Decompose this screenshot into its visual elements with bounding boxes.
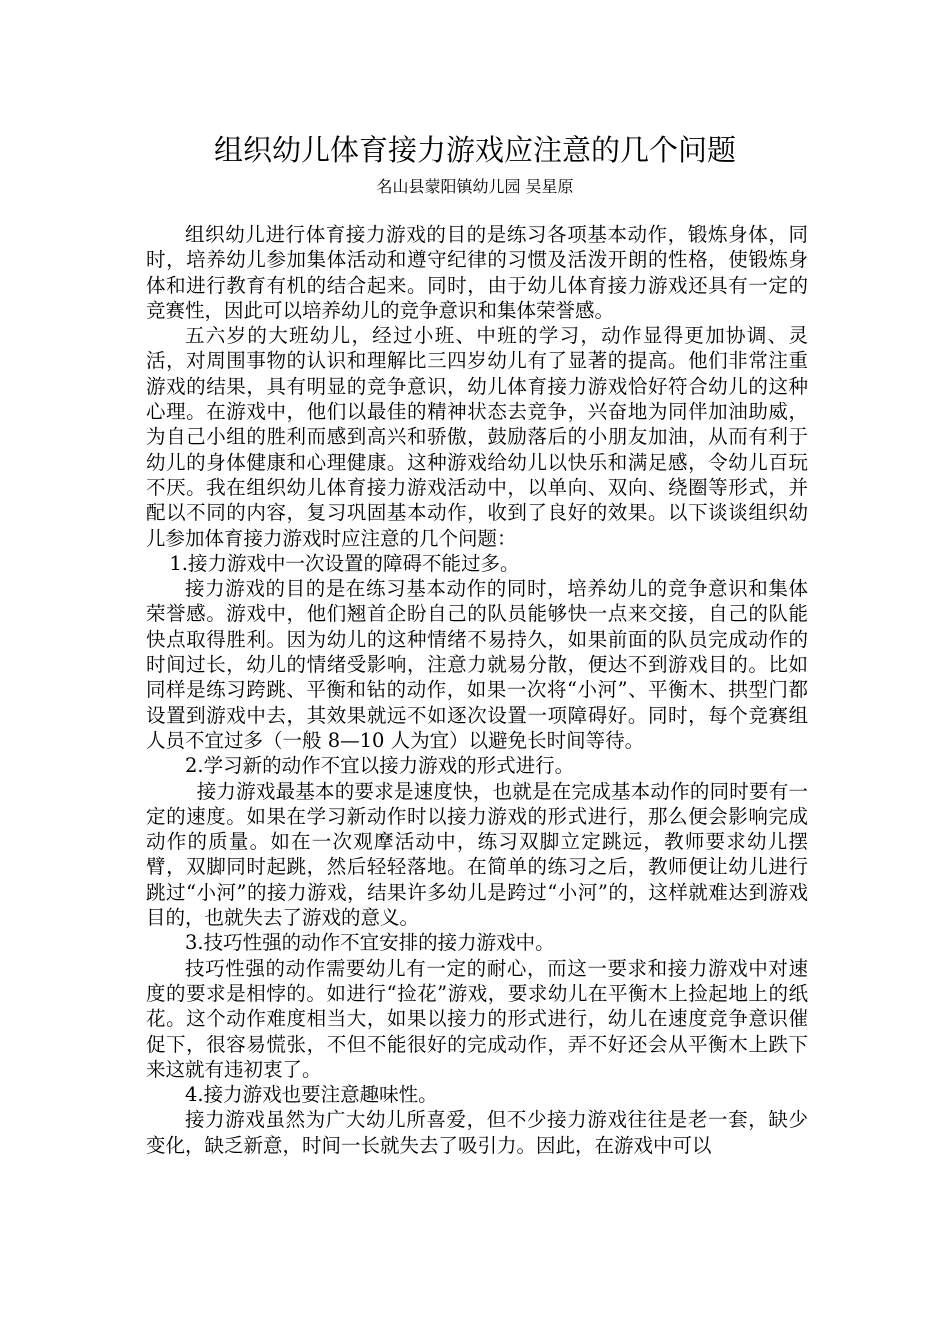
paragraph-background: 五六岁的大班幼儿，经过小班、中班的学习，动作显得更加协调、灵活，对周围事物的认识和理解比三四岁幼儿有了显著的提高。他们非常注重游戏的结果，具有明显的竞争意识，幼儿体育接力游戏恰好符合幼儿的这种心理。在游戏中，他们以最佳的精神状态去竞争，兴奋地为同伴加油助威，为自己小组的胜利而感到高兴和骄傲，鼓励落后的小朋友加油，从而有利于幼儿的身体健康和心理健康。这种游戏给幼儿以快乐和满足感，令幼儿百玩不厌。我在组织幼儿体育接力游戏活动中，以单向、双向、绕圈等形式，并配以不同的内容，复习巩固基本动作，收到了良好的效果。以下谈谈组织幼儿参加体育接力游戏时应注意的几个问题：: [146, 324, 808, 550]
paragraph-section-3: 技巧性强的动作需要幼儿有一定的耐心，而这一要求和接力游戏中对速度的要求是相悖的。如进行“捡花”游戏，要求幼儿在平衡木上捡起地上的纸花。这个动作难度相当大，如果以接力的形式进行，幼儿在速度竞争意识催促下，很容易慌张，不但不能很好的完成动作，弄不好还会从平衡木上跌下来这就有违初衷了。: [146, 956, 808, 1081]
author-byline: 名山县蒙阳镇幼儿园 吴星原: [376, 177, 574, 196]
section-heading-1: 1.接力游戏中一次设置的障碍不能过多。: [169, 551, 520, 575]
paragraph-section-2: 接力游戏最基本的要求是速度快，也就是在完成基本动作的同时要有一定的速度。如果在学习新动作时以接力游戏的形式进行，那么便会影响完成动作的质量。如在一次观摩活动中，练习双脚立定跳远，教师要求幼儿摆臂，双脚同时起跳，然后轻轻落地。在简单的练习之后，教师便让幼儿进行跳过“小河”的接力游戏，结果许多幼儿是跨过“小河”的，这样就难达到游戏目的，也就失去了游戏的意义。: [146, 779, 808, 930]
paragraph-section-4: 接力游戏虽然为广大幼儿所喜爱，但不少接力游戏往往是老一套，缺少变化，缺乏新意，时间一长就失去了吸引力。因此，在游戏中可以: [146, 1108, 808, 1157]
document-body: [146, 222, 808, 1158]
paragraph-intro: 组织幼儿进行体育接力游戏的目的是练习各项基本动作，锻炼身体，同时，培养幼儿参加集体活动和遵守纪律的习惯及活泼开朗的性格，使锻炼身体和进行教育有机的结合起来。同时，由于幼儿体育接力游戏还具有一定的竞赛性，因此可以培养幼儿的竞争意识和集体荣誉感。: [146, 223, 808, 322]
section-heading-2: 2.学习新的动作不宜以接力游戏的形式进行。: [185, 754, 575, 778]
document-title: 组织幼儿体育接力游戏应注意的几个问题: [213, 133, 736, 167]
section-heading-4: 4.接力游戏也要注意趣味性。: [185, 1083, 438, 1107]
section-heading-3: 3.技巧性强的动作不宜安排的接力游戏中。: [185, 931, 555, 955]
paragraph-section-1: 接力游戏的目的是在练习基本动作的同时，培养幼儿的竞争意识和集体荣誉感。游戏中，他们翘首企盼自己的队员能够快一点来交接，自己的队能快点取得胜利。因为幼儿的这种情绪不易持久，如果前面的队员完成动作的时间过长，幼儿的情绪受影响，注意力就易分散，便达不到游戏目的。比如同样是练习跨跳、平衡和钻的动作，如果一次将“小河”、平衡木、拱型门都设置到游戏中去，其效果就远不如逐次设置一项障碍好。同时，每个竞赛组人员不宜过多（一般 8—10 人为宜）以避免长时间等待。: [146, 577, 808, 752]
